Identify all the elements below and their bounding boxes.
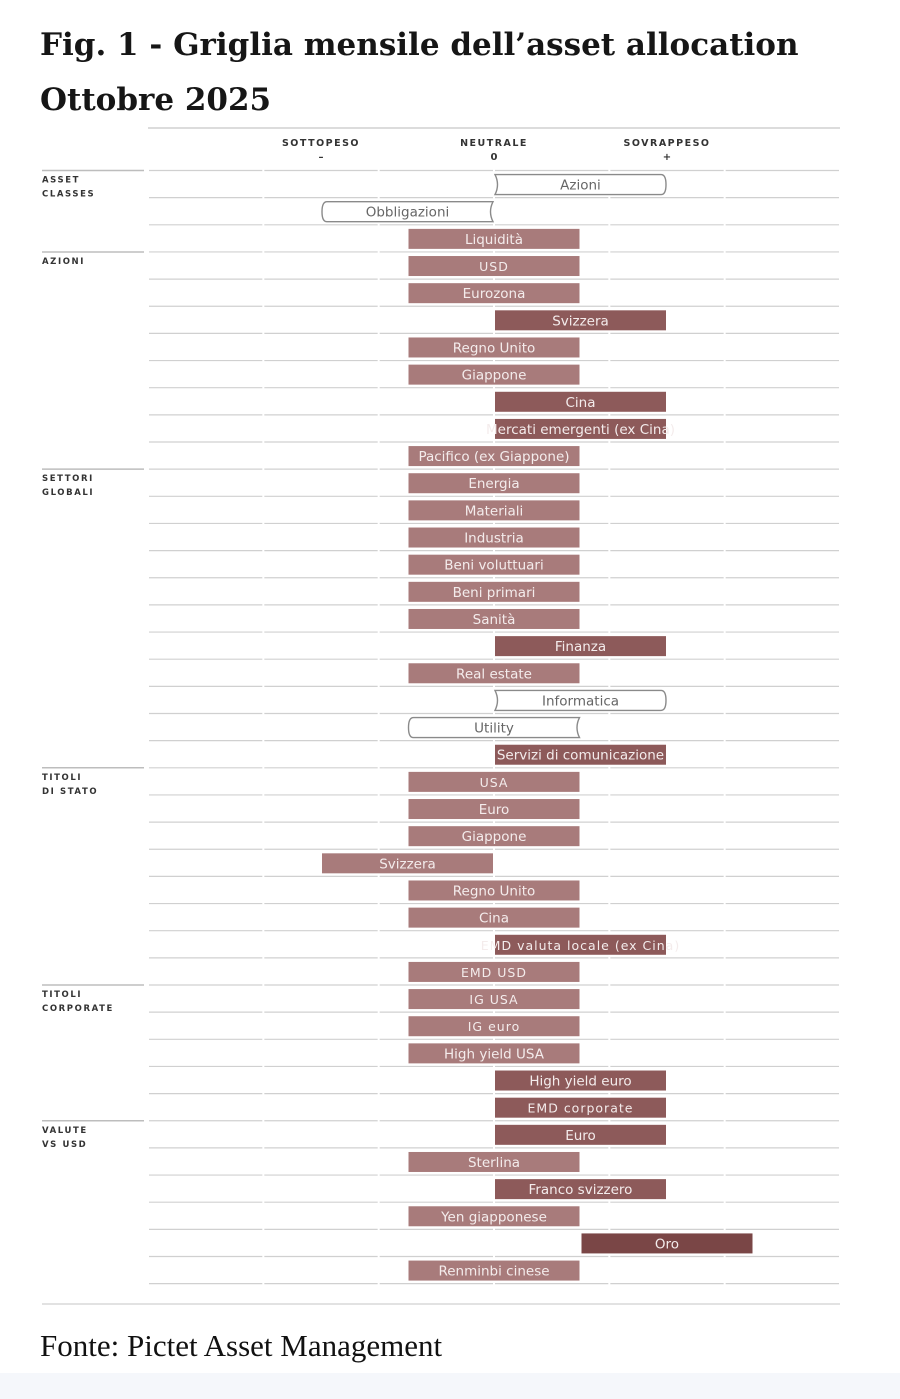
bar-informatica-label: Informatica (541, 693, 620, 710)
bar-franco-svizzero-label: Franco svizzero (528, 1182, 633, 1199)
scale-label-neutrale: NEUTRALE (460, 138, 528, 149)
bar-emd-corporate-label: EMD corporate (527, 1100, 634, 1116)
bar-utility-label: Utility (474, 720, 514, 737)
bar-emd-valuta-locale-ex-cina-label: EMD valuta locale (ex Cina) (480, 937, 681, 953)
bar-energia-label: Energia (468, 476, 520, 493)
bar-finanza-label: Finanza (554, 639, 607, 656)
scale-label-sovrappeso: SOVRAPPESO (623, 138, 711, 149)
scale-symbol-neutrale: 0 (490, 152, 498, 163)
group-label-titoli-di-stato: TITOLI (42, 772, 83, 783)
bar-svizzera-label: Svizzera (552, 313, 609, 330)
bar-high-yield-usa-label: High yield USA (444, 1046, 544, 1063)
group-label-settori-globali: SETTORI (42, 474, 94, 485)
bar-ig-euro-label: IG euro (467, 1019, 521, 1035)
bar-usd-label: USD (479, 259, 509, 275)
scale-symbol-sovrappeso: + (662, 152, 672, 163)
bar-servizi-di-comunicazione-label: Servizi di comunicazione (496, 747, 665, 764)
bar-oro-label: Oro (654, 1236, 680, 1253)
group-label-titoli-di-stato: DI STATO (42, 786, 99, 797)
group-label-settori-globali: GLOBALI (42, 488, 95, 499)
group-label-asset-classes: CLASSES (42, 189, 96, 200)
bottom-strip (0, 1373, 900, 1399)
scale-label-sottopeso: SOTTOPESO (281, 138, 361, 149)
bar-giappone-label: Giappone (461, 829, 527, 846)
bar-high-yield-euro-label: High yield euro (529, 1073, 632, 1090)
bar-mercati-emergenti-ex-cina-label: Mercati emergenti (ex Cina) (486, 421, 675, 438)
bar-regno-unito-label: Regno Unito (452, 340, 536, 357)
bar-beni-voluttuari-label: Beni voluttuari (444, 557, 544, 574)
bar-giappone-label: Giappone (461, 367, 527, 384)
bar-cina-label: Cina (478, 910, 510, 927)
group-label-azioni: AZIONI (42, 256, 86, 267)
bar-yen-giapponese-label: Yen giapponese (441, 1209, 547, 1226)
bar-sterlina-label: Sterlina (467, 1154, 521, 1171)
bar-real-estate-label: Real estate (456, 666, 532, 683)
group-label-asset-classes: ASSET (42, 175, 81, 186)
bar-industria-label: Industria (464, 530, 524, 547)
bar-sanita-label: Sanità (472, 611, 516, 628)
source-note: Fonte: Pictet Asset Management (40, 1328, 443, 1363)
bar-azioni-label: Azioni (560, 177, 601, 194)
group-label-valute-vs-usd: VS USD (42, 1139, 88, 1150)
chart-title-line-1: Fig. 1 - Griglia mensile dell’asset allocation (40, 27, 799, 63)
bar-usa-label: USA (479, 774, 509, 790)
bar-emd-usd-label: EMD USD (461, 964, 527, 980)
bar-obbligazioni-label: Obbligazioni (365, 204, 450, 221)
bar-renminbi-cinese-label: Renminbi cinese (438, 1263, 550, 1280)
bar-ig-usa-label: IG USA (469, 992, 519, 1008)
group-label-titoli-corporate: TITOLI (42, 990, 83, 1000)
bar-liquidita-label: Liquidità (464, 231, 524, 248)
bar-beni-primari-label: Beni primari (452, 584, 536, 601)
bar-pacifico-ex-giappone-label: Pacifico (ex Giappone) (418, 449, 570, 466)
bar-euro-label: Euro (478, 802, 510, 819)
chart-title-line-2: Ottobre 2025 (40, 82, 272, 118)
scale-symbol-sottopeso: – (318, 152, 324, 163)
group-label-titoli-corporate: CORPORATE (42, 1004, 114, 1014)
bar-svizzera-label: Svizzera (379, 856, 436, 873)
group-label-valute-vs-usd: VALUTE (42, 1125, 88, 1136)
bar-cina-label: Cina (565, 394, 596, 411)
bar-regno-unito-label: Regno Unito (452, 883, 536, 900)
bar-eurozona-label: Eurozona (462, 286, 526, 303)
bar-materiali-label: Materiali (464, 503, 524, 520)
bar-euro-label: Euro (565, 1127, 596, 1144)
